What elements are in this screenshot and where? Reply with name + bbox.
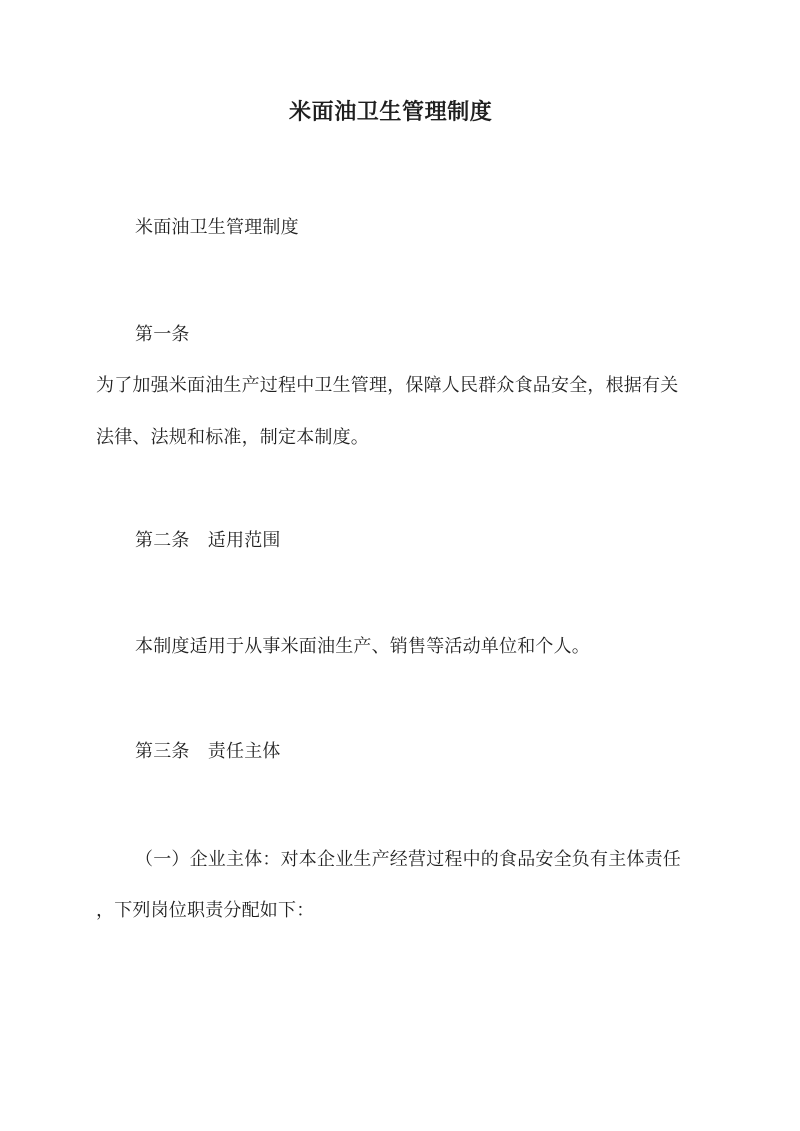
article-3-heading: 第三条 责任主体: [135, 741, 281, 762]
article-2-heading: 第二条 适用范围: [135, 530, 281, 551]
article-1-heading: 第一条: [135, 324, 190, 345]
article-3-body-line-1: （一）企业主体：对本企业生产经营过程中的食品安全负有主体责任: [135, 849, 681, 870]
article-1-body-line-1: 为了加强米面油生产过程中卫生管理，保障人民群众食品安全，根据有关: [96, 375, 679, 396]
article-3-body-line-2: ，下列岗位职责分配如下：: [96, 900, 315, 921]
document-subtitle: 米面油卫生管理制度: [135, 217, 299, 238]
article-2-body: 本制度适用于从事米面油生产、销售等活动单位和个人。: [135, 636, 590, 657]
document-title: 米面油卫生管理制度: [289, 99, 493, 125]
article-1-body-line-2: 法律、法规和标准，制定本制度。: [96, 427, 369, 448]
